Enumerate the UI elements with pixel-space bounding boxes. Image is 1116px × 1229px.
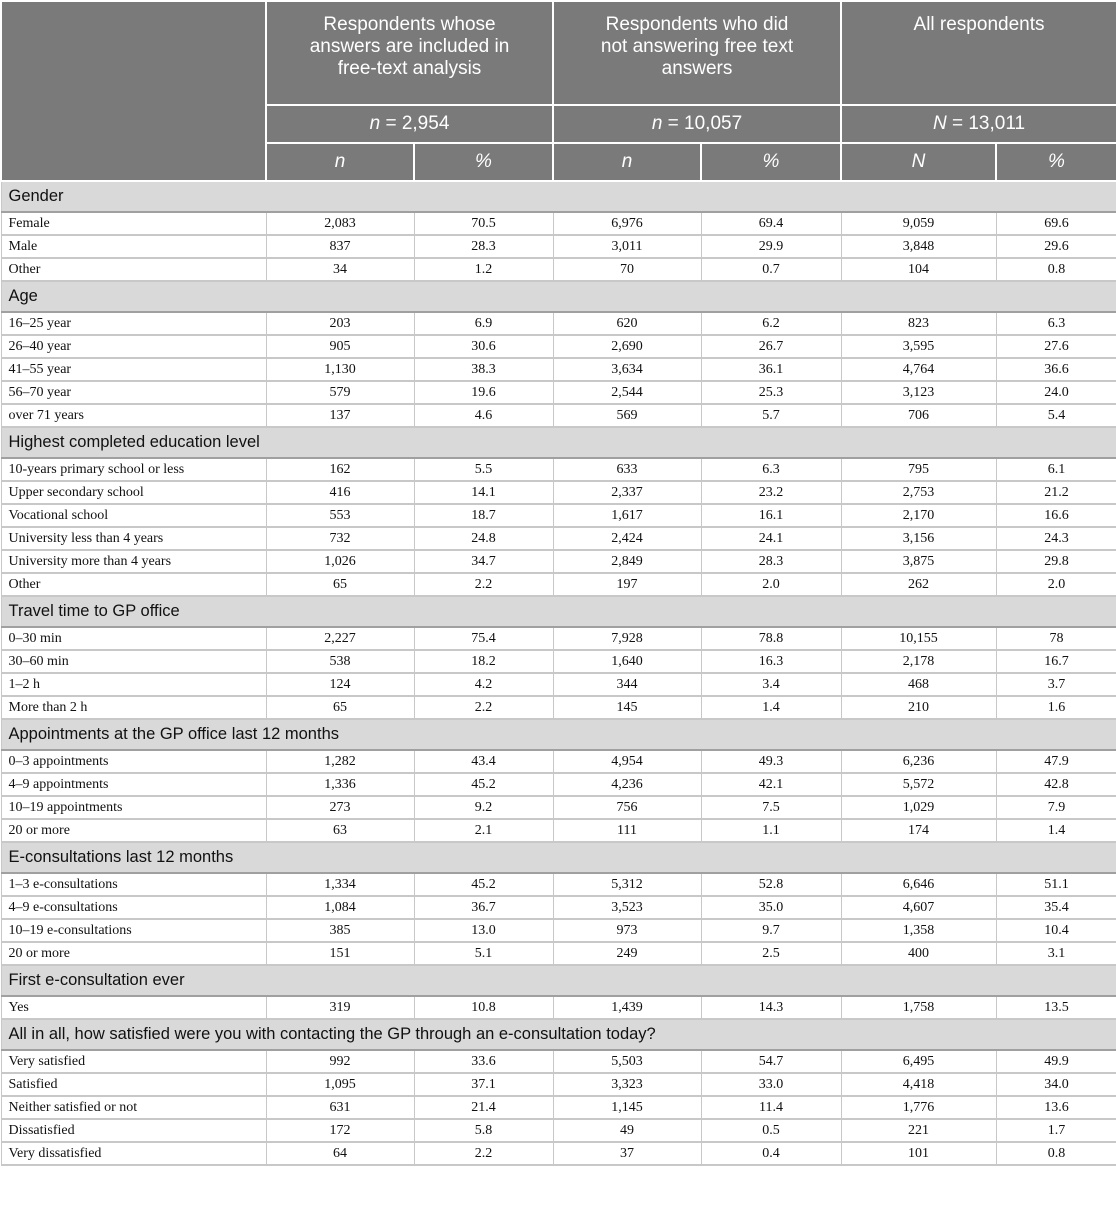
count-cell: 319 — [266, 996, 414, 1019]
count-cell: 2,849 — [553, 550, 701, 573]
percent-cell: 6.1 — [996, 458, 1116, 481]
row-label: 41–55 year — [1, 358, 266, 381]
count-cell: 273 — [266, 796, 414, 819]
count-cell: 756 — [553, 796, 701, 819]
section-title: First e-consultation ever — [1, 965, 1116, 996]
group-count-not-answering — [553, 105, 841, 143]
percent-cell: 10.8 — [414, 996, 553, 1019]
percent-cell: 3.1 — [996, 942, 1116, 965]
count-cell: 3,523 — [553, 896, 701, 919]
percent-cell: 7.9 — [996, 796, 1116, 819]
row-label: Female — [1, 212, 266, 235]
row-label: Vocational school — [1, 504, 266, 527]
count-cell: 5,572 — [841, 773, 996, 796]
count-cell: 5,503 — [553, 1050, 701, 1073]
section-title: Appointments at the GP office last 12 months — [1, 719, 1116, 750]
percent-cell: 78 — [996, 627, 1116, 650]
count-cell: 2,424 — [553, 527, 701, 550]
table-row — [1, 1050, 1116, 1073]
table-row — [1, 1096, 1116, 1119]
percent-cell: 24.0 — [996, 381, 1116, 404]
header-corner-cell — [1, 1, 266, 181]
section-header-row — [1, 427, 1116, 458]
percent-cell: 2.2 — [414, 573, 553, 596]
count-cell: 2,170 — [841, 504, 996, 527]
percent-cell: 28.3 — [701, 550, 841, 573]
percent-cell: 2.1 — [414, 819, 553, 842]
row-label: Other — [1, 258, 266, 281]
percent-cell: 30.6 — [414, 335, 553, 358]
percent-cell: 13.6 — [996, 1096, 1116, 1119]
count-symbol: n — [369, 113, 381, 134]
percent-cell: 49.9 — [996, 1050, 1116, 1073]
subheader-n: n — [553, 143, 701, 181]
row-label: 56–70 year — [1, 381, 266, 404]
count-cell: 706 — [841, 404, 996, 427]
count-cell: 4,607 — [841, 896, 996, 919]
row-label: 10–19 appointments — [1, 796, 266, 819]
count-value: = 2,954 — [380, 113, 450, 134]
count-cell: 3,123 — [841, 381, 996, 404]
row-label: Other — [1, 573, 266, 596]
count-cell: 3,848 — [841, 235, 996, 258]
count-cell: 70 — [553, 258, 701, 281]
percent-cell: 6.3 — [996, 312, 1116, 335]
percent-cell: 29.8 — [996, 550, 1116, 573]
row-label: Very dissatisfied — [1, 1142, 266, 1165]
table-row — [1, 873, 1116, 896]
percent-cell: 36.1 — [701, 358, 841, 381]
row-label: over 71 years — [1, 404, 266, 427]
percent-cell: 5.5 — [414, 458, 553, 481]
percent-cell: 13.0 — [414, 919, 553, 942]
row-label: Satisfied — [1, 1073, 266, 1096]
table-row — [1, 212, 1116, 235]
table-row — [1, 458, 1116, 481]
table-row — [1, 504, 1116, 527]
percent-cell: 0.4 — [701, 1142, 841, 1165]
count-cell: 101 — [841, 1142, 996, 1165]
count-cell: 416 — [266, 481, 414, 504]
percent-cell: 0.8 — [996, 1142, 1116, 1165]
count-cell: 1,640 — [553, 650, 701, 673]
count-symbol: N — [932, 113, 947, 134]
subheader-percent: % — [996, 143, 1116, 181]
percent-cell: 78.8 — [701, 627, 841, 650]
count-cell: 2,690 — [553, 335, 701, 358]
percent-cell: 21.4 — [414, 1096, 553, 1119]
percent-cell: 0.7 — [701, 258, 841, 281]
count-cell: 6,646 — [841, 873, 996, 896]
count-cell: 9,059 — [841, 212, 996, 235]
percent-cell: 16.3 — [701, 650, 841, 673]
percent-cell: 4.6 — [414, 404, 553, 427]
count-cell: 10,155 — [841, 627, 996, 650]
section-header-row — [1, 965, 1116, 996]
percent-cell: 69.6 — [996, 212, 1116, 235]
count-cell: 620 — [553, 312, 701, 335]
percent-cell: 2.5 — [701, 942, 841, 965]
percent-cell: 51.1 — [996, 873, 1116, 896]
percent-cell: 70.5 — [414, 212, 553, 235]
count-cell: 7,928 — [553, 627, 701, 650]
count-cell: 633 — [553, 458, 701, 481]
percent-cell: 2.0 — [996, 573, 1116, 596]
table-row — [1, 919, 1116, 942]
count-cell: 1,145 — [553, 1096, 701, 1119]
percent-cell: 24.3 — [996, 527, 1116, 550]
header-group-not-answering — [553, 1, 841, 105]
section-title: All in all, how satisfied were you with contacting the GP through an e-consultation today? — [1, 1019, 1116, 1050]
count-cell: 49 — [553, 1119, 701, 1142]
percent-cell: 35.0 — [701, 896, 841, 919]
table-row — [1, 819, 1116, 842]
section-header-row — [1, 181, 1116, 212]
table-row — [1, 1142, 1116, 1165]
percent-cell: 14.1 — [414, 481, 553, 504]
percent-cell: 6.3 — [701, 458, 841, 481]
count-cell: 3,323 — [553, 1073, 701, 1096]
table-row — [1, 996, 1116, 1019]
row-label: University more than 4 years — [1, 550, 266, 573]
count-cell: 2,753 — [841, 481, 996, 504]
percent-cell: 52.8 — [701, 873, 841, 896]
group-count-included — [266, 105, 553, 143]
count-cell: 2,178 — [841, 650, 996, 673]
row-label: More than 2 h — [1, 696, 266, 719]
count-cell: 65 — [266, 696, 414, 719]
count-cell: 631 — [266, 1096, 414, 1119]
percent-cell: 45.2 — [414, 773, 553, 796]
section-header-row — [1, 1019, 1116, 1050]
percent-cell: 38.3 — [414, 358, 553, 381]
percent-cell: 43.4 — [414, 750, 553, 773]
percent-cell: 29.6 — [996, 235, 1116, 258]
row-label: Male — [1, 235, 266, 258]
header-group-title: Respondents whose answers are included in free-text analysis — [309, 14, 510, 79]
count-cell: 145 — [553, 696, 701, 719]
table-row — [1, 650, 1116, 673]
count-cell: 3,156 — [841, 527, 996, 550]
percent-cell: 23.2 — [701, 481, 841, 504]
table-row — [1, 235, 1116, 258]
row-label: University less than 4 years — [1, 527, 266, 550]
percent-cell: 24.1 — [701, 527, 841, 550]
row-label: 4–9 appointments — [1, 773, 266, 796]
count-cell: 3,011 — [553, 235, 701, 258]
table-row — [1, 358, 1116, 381]
row-label: 0–3 appointments — [1, 750, 266, 773]
percent-cell: 1.7 — [996, 1119, 1116, 1142]
table-row — [1, 673, 1116, 696]
table-row — [1, 773, 1116, 796]
count-cell: 823 — [841, 312, 996, 335]
count-cell: 468 — [841, 673, 996, 696]
percent-cell: 36.6 — [996, 358, 1116, 381]
row-label: 4–9 e-consultations — [1, 896, 266, 919]
count-cell: 400 — [841, 942, 996, 965]
percent-cell: 34.7 — [414, 550, 553, 573]
row-label: 26–40 year — [1, 335, 266, 358]
row-label: 16–25 year — [1, 312, 266, 335]
count-cell: 1,617 — [553, 504, 701, 527]
percent-cell: 34.0 — [996, 1073, 1116, 1096]
count-cell: 221 — [841, 1119, 996, 1142]
percent-cell: 5.4 — [996, 404, 1116, 427]
percent-cell: 2.0 — [701, 573, 841, 596]
percent-cell: 33.0 — [701, 1073, 841, 1096]
percent-cell: 1.6 — [996, 696, 1116, 719]
count-cell: 795 — [841, 458, 996, 481]
percent-cell: 1.2 — [414, 258, 553, 281]
percent-cell: 54.7 — [701, 1050, 841, 1073]
percent-cell: 29.9 — [701, 235, 841, 258]
percent-cell: 36.7 — [414, 896, 553, 919]
table-row — [1, 312, 1116, 335]
percent-cell: 28.3 — [414, 235, 553, 258]
count-cell: 973 — [553, 919, 701, 942]
count-cell: 137 — [266, 404, 414, 427]
count-cell: 553 — [266, 504, 414, 527]
count-symbol: n — [651, 113, 663, 134]
percent-cell: 5.1 — [414, 942, 553, 965]
table-row — [1, 896, 1116, 919]
percent-cell: 16.7 — [996, 650, 1116, 673]
count-cell: 65 — [266, 573, 414, 596]
percent-cell: 45.2 — [414, 873, 553, 896]
table-header — [1, 1, 1116, 181]
count-cell: 2,227 — [266, 627, 414, 650]
percent-cell: 11.4 — [701, 1096, 841, 1119]
percent-cell: 1.4 — [996, 819, 1116, 842]
count-cell: 992 — [266, 1050, 414, 1073]
count-cell: 1,026 — [266, 550, 414, 573]
count-cell: 37 — [553, 1142, 701, 1165]
percent-cell: 75.4 — [414, 627, 553, 650]
count-cell: 1,282 — [266, 750, 414, 773]
subheader-n: N — [841, 143, 996, 181]
percent-cell: 3.7 — [996, 673, 1116, 696]
percent-cell: 26.7 — [701, 335, 841, 358]
percent-cell: 14.3 — [701, 996, 841, 1019]
percent-cell: 10.4 — [996, 919, 1116, 942]
count-cell: 203 — [266, 312, 414, 335]
header-group-included — [266, 1, 553, 105]
count-cell: 124 — [266, 673, 414, 696]
row-label: 20 or more — [1, 942, 266, 965]
count-cell: 2,544 — [553, 381, 701, 404]
group-count-all — [841, 105, 1116, 143]
count-cell: 569 — [553, 404, 701, 427]
count-cell: 151 — [266, 942, 414, 965]
count-cell: 1,334 — [266, 873, 414, 896]
count-cell: 197 — [553, 573, 701, 596]
table-row — [1, 573, 1116, 596]
count-cell: 262 — [841, 573, 996, 596]
row-label: 1–3 e-consultations — [1, 873, 266, 896]
count-cell: 4,418 — [841, 1073, 996, 1096]
percent-cell: 27.6 — [996, 335, 1116, 358]
percent-cell: 2.2 — [414, 696, 553, 719]
count-cell: 4,954 — [553, 750, 701, 773]
count-cell: 905 — [266, 335, 414, 358]
percent-cell: 5.8 — [414, 1119, 553, 1142]
row-label: 30–60 min — [1, 650, 266, 673]
table-row — [1, 481, 1116, 504]
percent-cell: 3.4 — [701, 673, 841, 696]
percent-cell: 9.7 — [701, 919, 841, 942]
percent-cell: 18.2 — [414, 650, 553, 673]
count-cell: 111 — [553, 819, 701, 842]
table-row — [1, 696, 1116, 719]
header-group-all — [841, 1, 1116, 105]
percent-cell: 25.3 — [701, 381, 841, 404]
table-row — [1, 335, 1116, 358]
percent-cell: 16.6 — [996, 504, 1116, 527]
percent-cell: 0.8 — [996, 258, 1116, 281]
row-label: Very satisfied — [1, 1050, 266, 1073]
table-row — [1, 750, 1116, 773]
count-cell: 3,634 — [553, 358, 701, 381]
count-cell: 63 — [266, 819, 414, 842]
count-value: = 10,057 — [662, 113, 743, 134]
count-cell: 1,029 — [841, 796, 996, 819]
count-cell: 1,130 — [266, 358, 414, 381]
count-cell: 64 — [266, 1142, 414, 1165]
count-value: = 13,011 — [946, 113, 1026, 134]
percent-cell: 13.5 — [996, 996, 1116, 1019]
section-title: Highest completed education level — [1, 427, 1116, 458]
count-cell: 5,312 — [553, 873, 701, 896]
count-cell: 34 — [266, 258, 414, 281]
table-row — [1, 258, 1116, 281]
subheader-percent: % — [701, 143, 841, 181]
percent-cell: 69.4 — [701, 212, 841, 235]
count-cell: 1,776 — [841, 1096, 996, 1119]
count-cell: 385 — [266, 919, 414, 942]
table-row — [1, 381, 1116, 404]
table-row — [1, 550, 1116, 573]
count-cell: 4,764 — [841, 358, 996, 381]
count-cell: 162 — [266, 458, 414, 481]
percent-cell: 42.8 — [996, 773, 1116, 796]
count-cell: 1,358 — [841, 919, 996, 942]
table-row — [1, 404, 1116, 427]
count-cell: 1,336 — [266, 773, 414, 796]
percent-cell: 18.7 — [414, 504, 553, 527]
count-cell: 249 — [553, 942, 701, 965]
count-cell: 6,236 — [841, 750, 996, 773]
table-row — [1, 942, 1116, 965]
section-title: E-consultations last 12 months — [1, 842, 1116, 873]
percent-cell: 7.5 — [701, 796, 841, 819]
count-cell: 579 — [266, 381, 414, 404]
header-group-title: Respondents who did not answering free text answers — [600, 14, 794, 79]
row-label: 1–2 h — [1, 673, 266, 696]
count-cell: 1,439 — [553, 996, 701, 1019]
row-label: 0–30 min — [1, 627, 266, 650]
percent-cell: 2.2 — [414, 1142, 553, 1165]
section-header-row — [1, 719, 1116, 750]
count-cell: 4,236 — [553, 773, 701, 796]
percent-cell: 47.9 — [996, 750, 1116, 773]
row-label: Upper secondary school — [1, 481, 266, 504]
section-title: Gender — [1, 181, 1116, 212]
percent-cell: 24.8 — [414, 527, 553, 550]
percent-cell: 35.4 — [996, 896, 1116, 919]
count-cell: 3,595 — [841, 335, 996, 358]
section-title: Travel time to GP office — [1, 596, 1116, 627]
header-group-title: All respondents — [913, 14, 1045, 35]
table-body — [1, 181, 1116, 1165]
count-cell: 344 — [553, 673, 701, 696]
percent-cell: 4.2 — [414, 673, 553, 696]
count-cell: 2,337 — [553, 481, 701, 504]
percent-cell: 1.4 — [701, 696, 841, 719]
percent-cell: 49.3 — [701, 750, 841, 773]
percent-cell: 19.6 — [414, 381, 553, 404]
section-header-row — [1, 842, 1116, 873]
count-cell: 3,875 — [841, 550, 996, 573]
table-row — [1, 1119, 1116, 1142]
section-header-row — [1, 596, 1116, 627]
table-row — [1, 796, 1116, 819]
row-label: 10-years primary school or less — [1, 458, 266, 481]
percent-cell: 1.1 — [701, 819, 841, 842]
percent-cell: 33.6 — [414, 1050, 553, 1073]
count-cell: 6,495 — [841, 1050, 996, 1073]
percent-cell: 0.5 — [701, 1119, 841, 1142]
percent-cell: 37.1 — [414, 1073, 553, 1096]
count-cell: 172 — [266, 1119, 414, 1142]
count-cell: 1,095 — [266, 1073, 414, 1096]
percent-cell: 6.9 — [414, 312, 553, 335]
row-label: Neither satisfied or not — [1, 1096, 266, 1119]
count-cell: 538 — [266, 650, 414, 673]
count-cell: 1,758 — [841, 996, 996, 1019]
count-cell: 210 — [841, 696, 996, 719]
count-cell: 104 — [841, 258, 996, 281]
row-label: 20 or more — [1, 819, 266, 842]
section-title: Age — [1, 281, 1116, 312]
percent-cell: 21.2 — [996, 481, 1116, 504]
percent-cell: 9.2 — [414, 796, 553, 819]
subheader-n: n — [266, 143, 414, 181]
count-cell: 6,976 — [553, 212, 701, 235]
table-row — [1, 627, 1116, 650]
count-cell: 174 — [841, 819, 996, 842]
percent-cell: 16.1 — [701, 504, 841, 527]
row-label: Yes — [1, 996, 266, 1019]
row-label: 10–19 e-consultations — [1, 919, 266, 942]
table-row — [1, 527, 1116, 550]
table-row — [1, 1073, 1116, 1096]
count-cell: 1,084 — [266, 896, 414, 919]
row-label: Dissatisfied — [1, 1119, 266, 1142]
percent-cell: 42.1 — [701, 773, 841, 796]
count-cell: 2,083 — [266, 212, 414, 235]
subheader-percent: % — [414, 143, 553, 181]
percent-cell: 5.7 — [701, 404, 841, 427]
section-header-row — [1, 281, 1116, 312]
count-cell: 837 — [266, 235, 414, 258]
percent-cell: 6.2 — [701, 312, 841, 335]
count-cell: 732 — [266, 527, 414, 550]
